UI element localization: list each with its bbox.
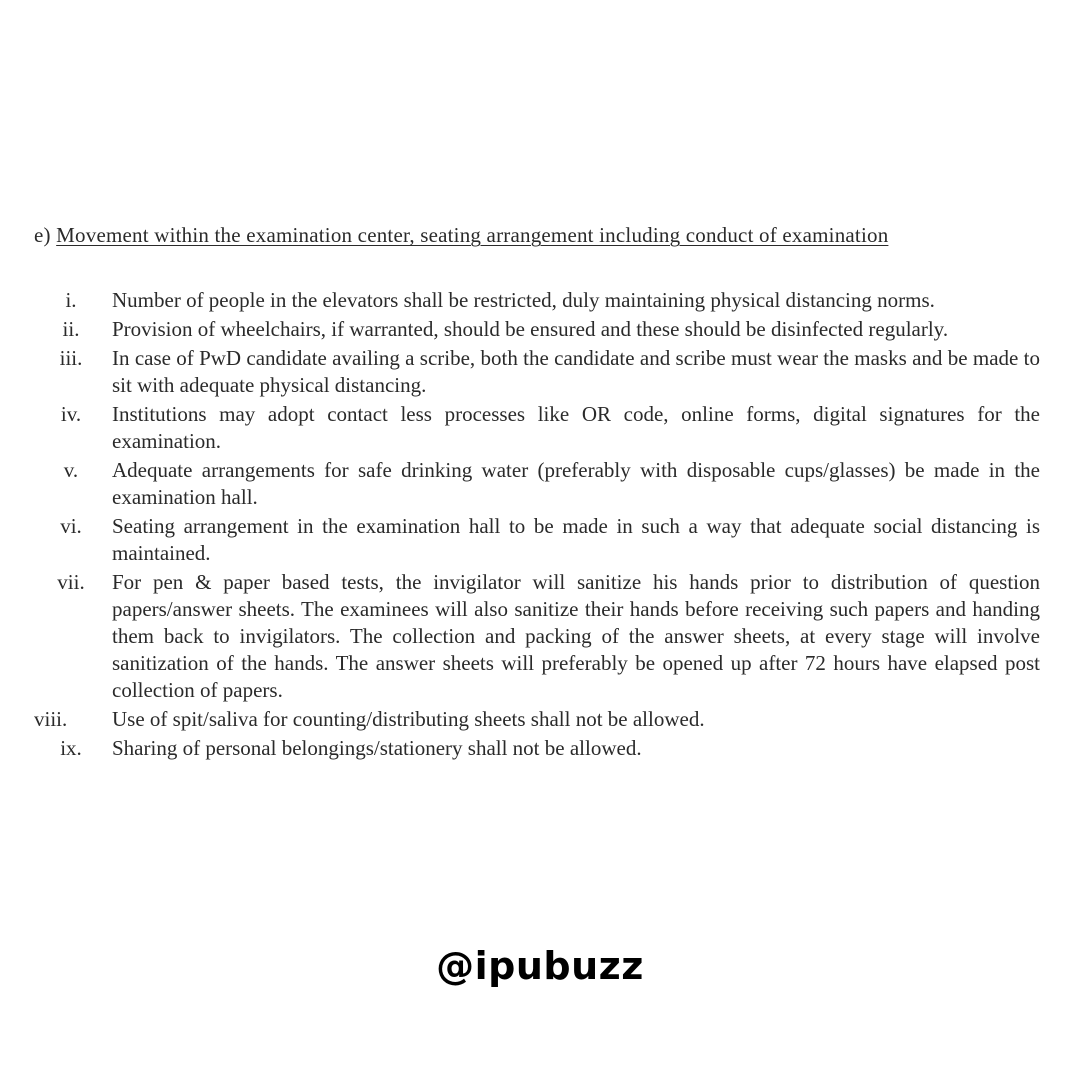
item-number: ii. — [62, 317, 80, 341]
list-item — [34, 513, 1040, 567]
list-item — [34, 287, 1040, 314]
list-item — [34, 316, 1040, 343]
item-number: viii. — [34, 707, 68, 731]
item-number: iii. — [59, 346, 83, 370]
document-section — [34, 222, 1040, 764]
item-text: Institutions may adopt contact less processes like OR code, online forms, digital signatures for the examination. — [112, 402, 1040, 453]
section-heading-text: Movement within the examination center, seating arrangement including conduct of examination — [56, 223, 889, 247]
list-item — [34, 569, 1040, 704]
item-number: vii. — [57, 570, 85, 594]
guideline-list — [34, 287, 1040, 762]
item-number: v. — [63, 458, 79, 482]
item-text: Number of people in the elevators shall be restricted, duly maintaining physical distancing norms. — [112, 288, 935, 312]
item-text: Seating arrangement in the examination hall to be made in such a way that adequate social distancing is maintained. — [112, 514, 1040, 565]
section-heading — [34, 222, 1040, 249]
item-text: For pen & paper based tests, the invigilator will sanitize his hands prior to distribution of question papers/answer sheets. The examinees will also sanitize their hands before receiving such papers and handing them back to invigilators. The collection and packing of the answer sheets, at every stage will involve sanitization of the hands. The answer sheets will preferably be opened up after 72 hours have elapsed post collection of papers. — [112, 570, 1040, 702]
section-prefix: e) — [34, 223, 57, 247]
item-text: Provision of wheelchairs, if warranted, should be ensured and these should be disinfected regularly. — [112, 317, 949, 341]
item-number: ix. — [60, 736, 82, 760]
item-text: Adequate arrangements for safe drinking water (preferably with disposable cups/glasses) be made in the examination hall. — [112, 458, 1040, 509]
list-item — [34, 457, 1040, 511]
item-number: vi. — [60, 514, 82, 538]
list-item — [34, 706, 1040, 733]
list-item — [34, 345, 1040, 399]
item-number: iv. — [60, 402, 82, 426]
list-item — [34, 401, 1040, 455]
brand-handle: @ipubuzz — [436, 944, 644, 988]
item-text: Sharing of personal belongings/stationery shall not be allowed. — [112, 736, 642, 760]
item-text: In case of PwD candidate availing a scribe, both the candidate and scribe must wear the masks and be made to sit with adequate physical distancing. — [112, 346, 1040, 397]
list-item — [34, 735, 1040, 762]
item-number: i. — [65, 288, 77, 312]
item-text: Use of spit/saliva for counting/distributing sheets shall not be allowed. — [112, 707, 705, 731]
